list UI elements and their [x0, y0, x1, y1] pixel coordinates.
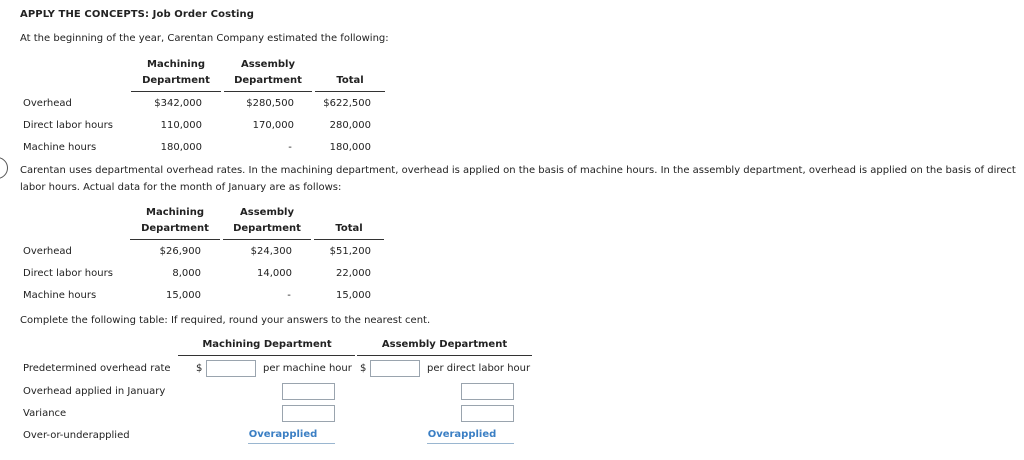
machining-unit-label: per machine hour [263, 363, 352, 374]
act-cell: 15,000 [336, 290, 371, 301]
page-title: APPLY THE CONCEPTS: Job Order Costing [20, 9, 255, 20]
est-col-machining-l2: Department [142, 75, 210, 86]
machining-applied-input[interactable] [282, 383, 335, 400]
est-rule-machining [131, 91, 221, 92]
act-rule-total [314, 239, 384, 240]
margin-circle-icon [0, 157, 8, 179]
act-cell: $51,200 [329, 246, 371, 257]
currency-symbol: $ [360, 363, 367, 374]
assembly-over-under-select[interactable]: Overapplied [427, 429, 497, 440]
act-cell: - [287, 290, 291, 301]
est-cell: 280,000 [329, 120, 371, 131]
act-cell: 15,000 [166, 290, 201, 301]
est-cell: 180,000 [160, 142, 202, 153]
act-row-label: Machine hours [23, 290, 97, 301]
est-col-assembly-l1: Assembly [241, 59, 295, 70]
answer-row-label-rate: Predetermined overhead rate [23, 363, 171, 374]
est-rule-assembly [224, 91, 312, 92]
intro-text: At the beginning of the year, Carentan Company estimated the following: [20, 33, 389, 44]
act-col-total: Total [335, 223, 363, 234]
description-line-1: Carentan uses departmental overhead rates. In the machining department, overhead is applied on the basis of machine hours. In the assembly department, overhead is applied on the basis of direct [20, 165, 1016, 176]
description-line-2: labor hours. Actual data for the month of January are as follows: [20, 182, 342, 193]
act-cell: $26,900 [159, 246, 201, 257]
act-row-label: Direct labor hours [23, 268, 113, 279]
machining-select-underline [248, 443, 335, 444]
act-rule-assembly [223, 239, 311, 240]
act-cell: $24,300 [250, 246, 292, 257]
est-cell: 110,000 [160, 120, 202, 131]
est-col-assembly [224, 57, 312, 89]
est-row-label: Direct labor hours [23, 120, 113, 131]
est-col-assembly-l2: Department [234, 75, 302, 86]
assembly-applied-input[interactable] [461, 383, 514, 400]
act-cell: 8,000 [172, 268, 201, 279]
est-cell: - [288, 142, 292, 153]
answer-row-label-over-under: Over-or-underapplied [23, 430, 130, 441]
est-col-machining-l1: Machining [147, 59, 205, 70]
answer-row-label-applied: Overhead applied in January [23, 386, 166, 397]
est-cell: $622,500 [323, 98, 371, 109]
est-cell: 170,000 [252, 120, 294, 131]
act-col-assembly [223, 205, 311, 237]
act-cell: 14,000 [257, 268, 292, 279]
assembly-variance-input[interactable] [461, 405, 514, 422]
act-cell: 22,000 [336, 268, 371, 279]
assembly-unit-label: per direct labor hour [427, 363, 531, 374]
act-row-label: Overhead [23, 246, 72, 257]
est-row-label: Overhead [23, 98, 72, 109]
est-col-total: Total [336, 75, 364, 86]
act-rule-machining [130, 239, 220, 240]
answer-col-machining: Machining Department [202, 339, 332, 350]
machining-rate-input[interactable] [206, 360, 256, 377]
est-col-machining [131, 57, 221, 89]
est-rule-total [315, 91, 385, 92]
currency-symbol: $ [196, 363, 203, 374]
act-col-machining [130, 205, 220, 237]
answer-rule-assembly [357, 355, 532, 356]
answer-col-assembly: Assembly Department [381, 339, 508, 350]
est-row-label: Machine hours [23, 142, 97, 153]
machining-variance-input[interactable] [282, 405, 335, 422]
assembly-select-underline [427, 443, 514, 444]
act-col-machining-l1: Machining [146, 207, 204, 218]
machining-over-under-select[interactable]: Overapplied [248, 429, 318, 440]
act-col-machining-l2: Department [141, 223, 209, 234]
act-col-assembly-l2: Department [233, 223, 301, 234]
answer-row-label-variance: Variance [23, 408, 67, 419]
est-cell: 180,000 [329, 142, 371, 153]
est-cell: $280,500 [246, 98, 294, 109]
est-cell: $342,000 [154, 98, 202, 109]
answer-rule-machining [178, 355, 355, 356]
instruction-text: Complete the following table: If required, round your answers to the nearest cent. [20, 315, 431, 326]
act-col-assembly-l1: Assembly [240, 207, 294, 218]
assembly-rate-input[interactable] [370, 360, 420, 377]
